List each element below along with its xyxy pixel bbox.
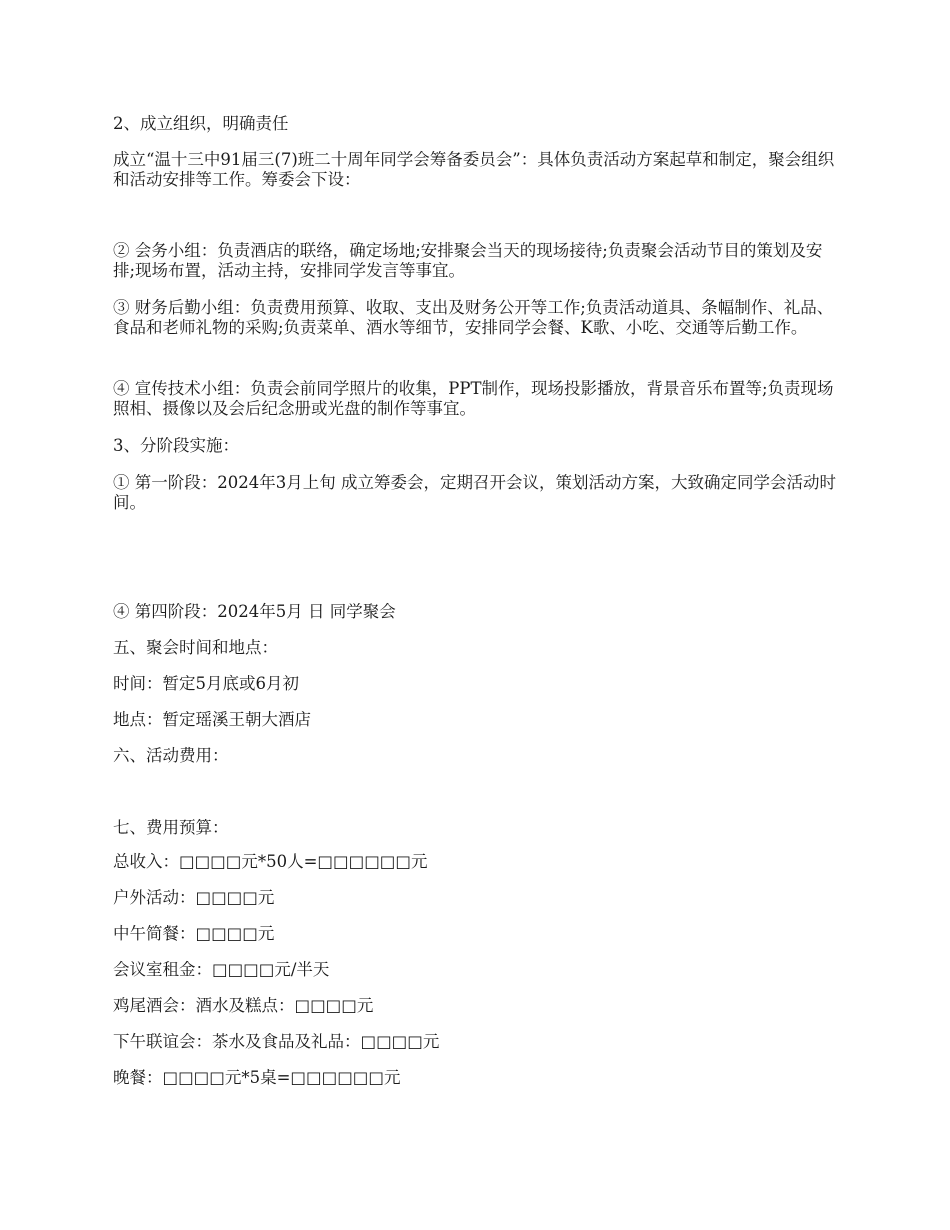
paragraph-place: 地点：暂定瑶溪王朝大酒店 bbox=[113, 710, 311, 729]
section-heading-organization: 2、成立组织，明确责任 bbox=[113, 114, 289, 133]
budget-line-lunch: 中午简餐：□□□□元 bbox=[113, 924, 275, 943]
section-heading-budget: 七、费用预算： bbox=[113, 818, 229, 837]
section-heading-phases: 3、分阶段实施： bbox=[113, 436, 239, 455]
paragraph-committee: 成立“温十三中91届三(7)班二十周年同学会筹备委员会”：具体负责活动方案起草和制定，聚会组织和活动安排等工作。筹委会下设： bbox=[113, 150, 835, 189]
budget-line-cocktail: 鸡尾酒会：酒水及糕点：□□□□元 bbox=[113, 996, 374, 1015]
section-heading-fees: 六、活动费用： bbox=[113, 746, 229, 765]
budget-line-party: 下午联谊会：茶水及食品及礼品：□□□□元 bbox=[113, 1032, 440, 1051]
paragraph-phase-four: ④ 第四阶段：2024年5月 日 同学聚会 bbox=[113, 602, 396, 621]
paragraph-meeting-group: ② 会务小组：负责酒店的联络，确定场地;安排聚会当天的现场接待;负责聚会活动节目的策划及安排;现场布置，活动主持，安排同学发言等事宜。 bbox=[113, 241, 823, 280]
paragraph-finance-group: ③ 财务后勤小组：负责费用预算、收取、支出及财务公开等工作;负责活动道具、条幅制作、礼品、食品和老师礼物的采购;负责菜单、酒水等细节，安排同学会餐、K歌、小吃、交通等后勤工作。 bbox=[113, 298, 834, 337]
paragraph-phase-one: ① 第一阶段：2024年3月上旬 成立筹委会，定期召开会议，策划活动方案，大致确定同学会活动时间。 bbox=[113, 473, 836, 512]
section-heading-time-place: 五、聚会时间和地点： bbox=[113, 638, 278, 657]
budget-line-income: 总收入：□□□□元*50人=□□□□□□元 bbox=[113, 852, 428, 871]
paragraph-time: 时间：暂定5月底或6月初 bbox=[113, 674, 299, 693]
budget-line-room: 会议室租金：□□□□元/半天 bbox=[113, 960, 330, 979]
budget-line-outdoor: 户外活动：□□□□元 bbox=[113, 888, 275, 907]
budget-line-dinner: 晚餐：□□□□元*5桌=□□□□□□元 bbox=[113, 1068, 401, 1087]
paragraph-publicity-group: ④ 宣传技术小组：负责会前同学照片的收集，PPT制作，现场投影播放，背景音乐布置等;负责现场照相、摄像以及会后纪念册或光盘的制作等事宜。 bbox=[113, 379, 834, 418]
